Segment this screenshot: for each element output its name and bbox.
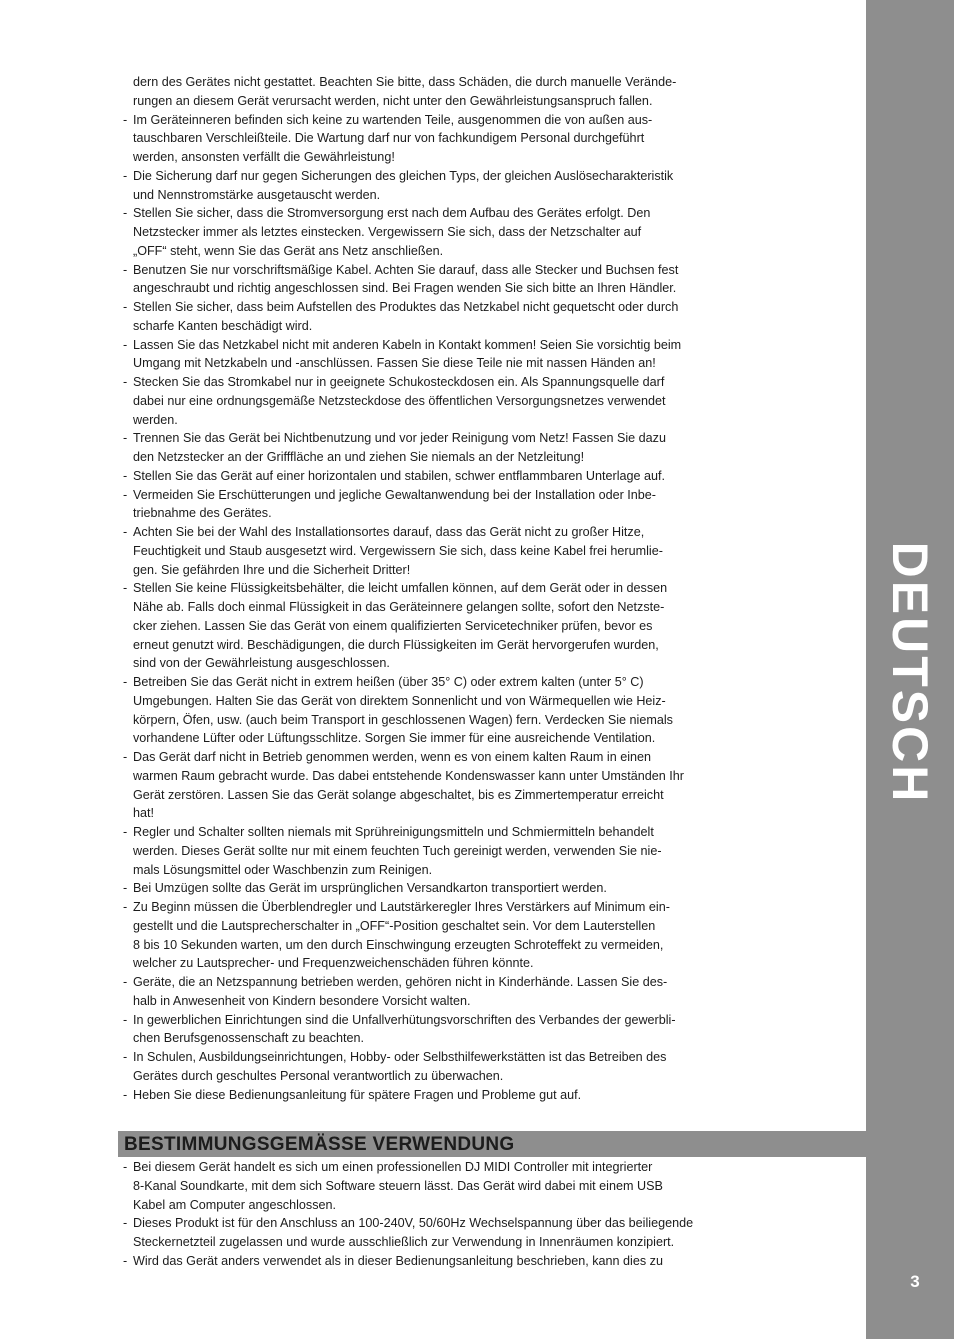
text-line: - In gewerblichen Einrichtungen sind die Unfallverhütungsvorschriften des Verbandes der gewerbli- <box>133 1012 676 1027</box>
list-item <box>123 486 770 524</box>
text-line: 8-Kanal Soundkarte, mit dem sich Software steuern lässt. Das Gerät wird dabei mit einem USB <box>133 1178 663 1193</box>
text-line: - Regler und Schalter sollten niemals mit Sprühreinigungsmitteln und Schmiermitteln behandelt <box>133 825 654 839</box>
list-item <box>123 204 770 260</box>
safety-instructions <box>123 73 770 1104</box>
text-line: chen Berufsgenossenschaft zu beachten. <box>133 1031 365 1046</box>
text-line: vorhandene Lüfter oder Lüftungsschlitze. Sorgen Sie immer für eine ausreichende Ventilation. <box>133 731 656 746</box>
intended-use-list <box>123 1158 770 1271</box>
text-line: - Die Sicherung darf nur gegen Sicherungen des gleichen Typs, der gleichen Auslösecharakteristik <box>133 168 674 183</box>
text-line: - Stecken Sie das Stromkabel nur in geeignete Schukosteckdosen ein. Als Spannungsquelle darf <box>133 375 665 389</box>
list-item <box>123 523 770 579</box>
list-item <box>123 261 770 299</box>
text-line: - Bei Umzügen sollte das Gerät im ursprünglichen Versandkarton transportiert werden. <box>133 881 607 896</box>
text-line: Steckernetzteil zugelassen und wurde ausschließlich zur Verwendung in Innenräumen konzipiert. <box>133 1235 675 1249</box>
text-line: werden, ansonsten verfällt die Gewährleistung! <box>133 150 395 164</box>
list-item <box>123 467 770 486</box>
text-line: - Heben Sie diese Bedienungsanleitung für spätere Fragen und Probleme gut auf. <box>133 1087 582 1102</box>
text-line: triebnahme des Gerätes. <box>133 506 272 521</box>
list-item <box>123 1158 770 1214</box>
list-item <box>123 879 770 898</box>
text-line: - Stellen Sie sicher, dass die Stromversorgung erst nach dem Aufbau des Gerätes erfolgt. Den <box>133 206 651 221</box>
text-line: - Bei diesem Gerät handelt es sich um einen professionellen DJ MIDI Controller mit integrierter <box>133 1160 653 1174</box>
text-line: - Stellen Sie das Gerät auf einer horizontalen und stabilen, schwer entflammbaren Unterlage auf. <box>133 468 666 483</box>
text-line: Nähe ab. Falls doch einmal Flüssigkeit in das Geräteinnere gelangen sollte, sofort den Netzste- <box>133 600 665 614</box>
list-item <box>123 111 770 167</box>
text-line: - Lassen Sie das Netzkabel nicht mit anderen Kabeln in Kontakt kommen! Seien Sie vorsichtig beim <box>133 337 682 352</box>
text-line: - In Schulen, Ausbildungseinrichtungen, Hobby- oder Selbsthilfewerkstätten ist das Betreiben des <box>133 1050 667 1064</box>
text-line: - Dieses Produkt ist für den Anschluss an 100-240V, 50/60Hz Wechselspannung über das beiliegende <box>133 1216 694 1231</box>
list-item <box>123 373 770 429</box>
text-line: und Nennstromstärke ausgetauscht werden. <box>133 187 381 202</box>
text-line: - Benutzen Sie nur vorschriftsmäßige Kabel. Achten Sie darauf, dass alle Stecker und Buchsen fest <box>133 262 679 277</box>
text-line: Feuchtigkeit und Staub ausgesetzt wird. Vergewissern Sie sich, dass keine Kabel frei herumlie- <box>133 543 663 558</box>
list-item <box>123 579 770 673</box>
text-line: - Achten Sie bei der Wahl des Installationsortes darauf, dass das Gerät nicht zu großer Hitze, <box>133 525 645 539</box>
text-line: Gerät zerstören. Lassen Sie das Gerät solange abgeschaltet, bis es Zimmertemperatur erreicht <box>133 787 664 802</box>
text-line: Netzstecker immer als letztes einstecken. Vergewissern Sie sich, dass der Netzschalter auf <box>133 225 642 239</box>
list-item <box>123 1086 770 1105</box>
text-line: - Stellen Sie keine Flüssigkeitsbehälter, die leicht umfallen können, auf dem Gerät oder in dessen <box>133 581 668 596</box>
text-line: Kabel am Computer angeschlossen. <box>133 1197 337 1212</box>
list-item <box>123 673 770 748</box>
list-item <box>123 429 770 467</box>
list-item <box>123 1011 770 1049</box>
text-line: Gerätes durch geschultes Personal verantwortlich zu überwachen. <box>133 1068 504 1083</box>
text-line: rungen an diesem Gerät verursacht werden, nicht unter den Gewährleistungsanspruch fallen. <box>133 93 653 108</box>
language-tab <box>866 541 954 805</box>
section-heading: BESTIMMUNGSGEMÄSSE VERWENDUNG <box>124 1134 515 1155</box>
continuation-text <box>123 73 770 111</box>
text-line: - Das Gerät darf nicht in Betrieb genommen werden, wenn es von einem kalten Raum in einen <box>133 750 652 764</box>
list-item <box>123 1048 770 1086</box>
text-line: - Im Geräteinneren befinden sich keine zu wartenden Teile, ausgenommen die von außen aus- <box>133 112 653 127</box>
text-line: werden. Dieses Gerät sollte nur mit einem feuchten Tuch gereinigt werden, verwenden Sie nie- <box>133 843 662 858</box>
page-number: 3 <box>910 1272 920 1291</box>
list-item <box>123 823 770 879</box>
text-line: - Trennen Sie das Gerät bei Nichtbenutzung und vor jeder Reinigung vom Netz! Fassen Sie dazu <box>133 431 666 446</box>
text-line: gen. Sie gefährden Ihre und die Sicherheit Dritter! <box>133 562 411 577</box>
text-line: - Zu Beginn müssen die Überblendregler und Lautstärkeregler Ihres Verstärkers auf Minimum ein- <box>133 900 670 914</box>
text-line: Umgebungen. Halten Sie das Gerät von direktem Sonnenlicht und von Wärmequellen wie Heiz- <box>133 693 666 708</box>
text-line: warmen Raum gebracht wurde. Das dabei entstehende Kondenswasser kann unter Umständen Ihr <box>133 768 684 783</box>
text-line: scharfe Kanten beschädigt wird. <box>133 318 313 333</box>
list-item <box>123 1252 770 1271</box>
text-line: werden. <box>133 412 178 427</box>
list-item <box>123 167 770 205</box>
text-line: Umgang mit Netzkabeln und -anschlüssen. Fassen Sie diese Teile nie mit nassen Händen an! <box>133 356 656 371</box>
text-line: mals Lösungsmittel oder Waschbenzin zum Reinigen. <box>133 862 433 877</box>
text-line: dabei nur eine ordnungsgemäße Netzsteckdose des öffentlichen Versorgungsnetzes verwendet <box>133 393 666 408</box>
text-line: erneut genutzt wird. Beschädigungen, die durch Flüssigkeiten im Gerät hervorgerufen wurden, <box>133 637 659 652</box>
text-line: dern des Gerätes nicht gestattet. Beachten Sie bitte, dass Schäden, die durch manuelle Verände- <box>133 75 677 89</box>
text-line: hat! <box>133 806 155 821</box>
text-line: sind von der Gewährleistung ausgeschlossen. <box>133 656 390 671</box>
text-line: halb in Anwesenheit von Kindern besondere Vorsicht walten. <box>133 993 471 1008</box>
text-line: den Netzstecker an der Grifffläche an und ziehen Sie niemals an der Netzleitung! <box>133 450 585 464</box>
list-item <box>123 898 770 973</box>
list-item <box>123 748 770 823</box>
text-line: - Stellen Sie sicher, dass beim Aufstellen des Produktes das Netzkabel nicht gequetscht oder durch <box>133 300 679 314</box>
text-line: tauschbaren Verschleißteile. Die Wartung darf nur von fachkundigem Personal durchgeführt <box>133 131 645 146</box>
text-line: 8 bis 10 Sekunden warten, um den durch Einschwingung erzeugten Schroteffekt zu vermeiden, <box>133 937 664 952</box>
text-line: gestellt und die Lautsprecherschalter in „OFF“-Position geschaltet sein. Vor dem Lauterstellen <box>133 918 656 933</box>
text-line: „OFF“ steht, wenn Sie das Gerät ans Netz anschließen. <box>133 243 444 258</box>
text-line: - Betreiben Sie das Gerät nicht in extrem heißen (über 35° C) oder extrem kalten (unter 5° C) <box>133 675 644 689</box>
list-item <box>123 298 770 336</box>
text-line: - Wird das Gerät anders verwendet als in dieser Bedienungsanleitung beschrieben, kann dies zu <box>133 1253 663 1268</box>
list-item <box>123 336 770 374</box>
list-item <box>123 1214 770 1252</box>
text-line: körpern, Öfen, usw. (auch beim Transport in geschlossenen Wagen) fern. Verdecken Sie niemals <box>133 712 673 727</box>
text-line: - Vermeiden Sie Erschütterungen und jegliche Gewaltanwendung bei der Installation oder Inbe- <box>133 487 656 502</box>
language-tab-label: DEUTSCH <box>882 541 938 805</box>
safety-list <box>123 111 770 1105</box>
text-line: welcher zu Lautsprecher- und Frequenzweichenschäden führen könnte. <box>133 956 534 971</box>
text-line: angeschraubt und richtig angeschlossen sind. Bei Fragen wenden Sie sich bitte an Ihren Händler. <box>133 281 677 296</box>
text-line: cker ziehen. Lassen Sie das Gerät von einem qualifizierten Servicetechniker prüfen, bevor es <box>133 618 653 633</box>
intended-use-text <box>123 1158 770 1271</box>
text-line: - Geräte, die an Netzspannung betrieben werden, gehören nicht in Kinderhände. Lassen Sie des- <box>133 975 668 989</box>
list-item <box>123 973 770 1011</box>
